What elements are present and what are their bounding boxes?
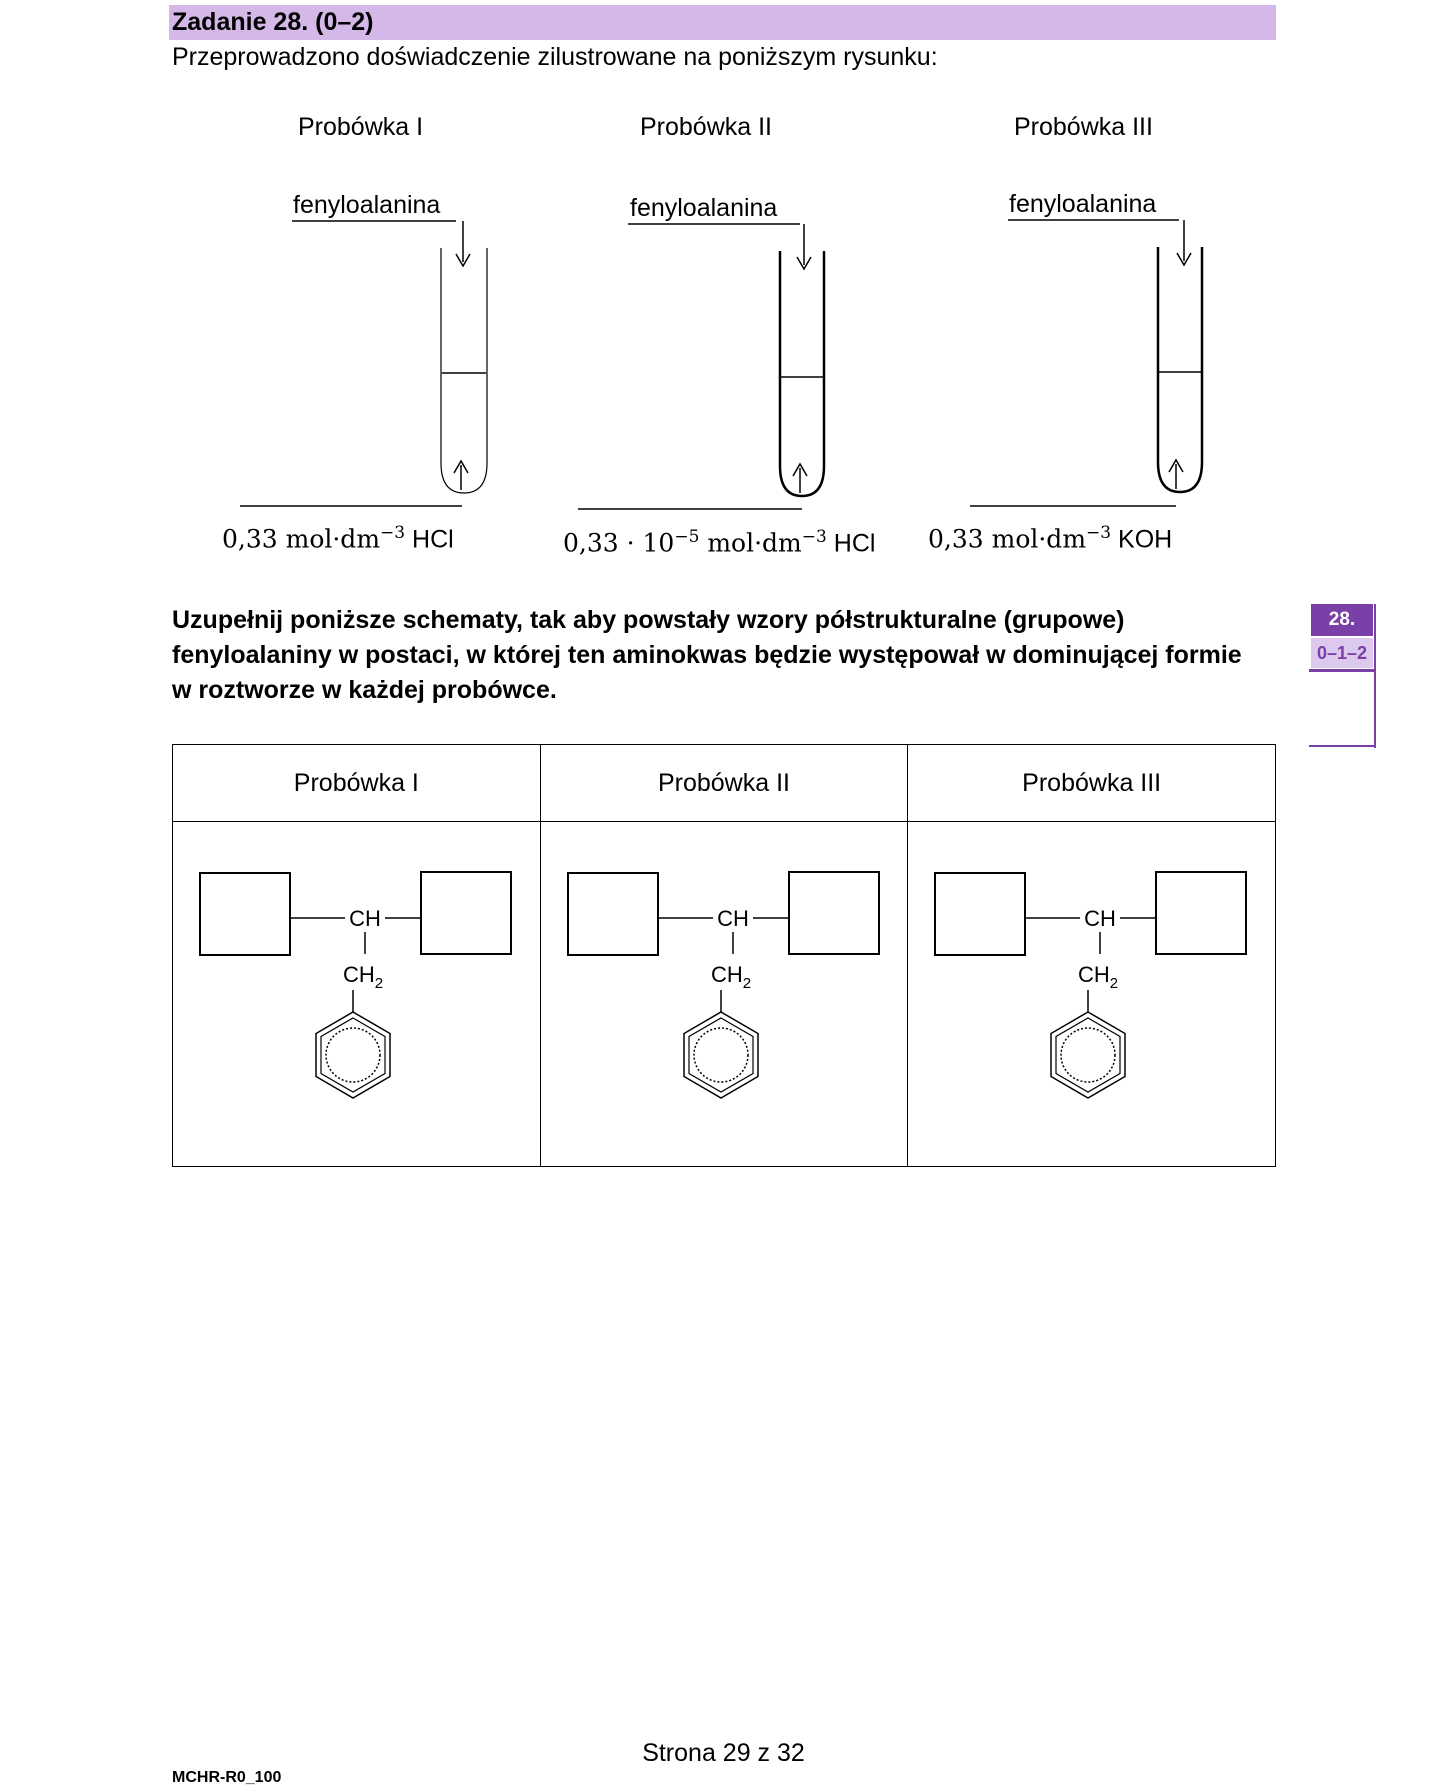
benzene-ring-icon (684, 1012, 758, 1098)
tube-3-title: Probówka III (1014, 113, 1153, 141)
answer-box-left[interactable] (568, 873, 658, 955)
task-title: Zadanie 28. (0–2) (169, 5, 1276, 40)
phenylalanine-scheme-2 (541, 822, 907, 1162)
tube-1-substance-label: fenyloalanina (293, 191, 441, 219)
score-divider (1309, 669, 1375, 672)
ch-label: CH (716, 906, 749, 931)
phenylalanine-scheme-3 (908, 822, 1274, 1162)
ch2-label: $CH_2$ (1078, 962, 1119, 992)
ch2-label: $CH_2$ (343, 962, 384, 992)
tube-1-title: Probówka I (298, 113, 424, 141)
ch-label: CH (349, 906, 381, 931)
exam-code: MCHR-R0_100 (172, 1769, 282, 1786)
tube-3-substance-label: fenyloalanina (1009, 190, 1157, 218)
score-box-border (1374, 604, 1376, 748)
page-number: Strona 29 z 32 (642, 1739, 805, 1767)
tube-2-concentration: $0,33 \cdot 10^{-5}$ $mol\cdot dm^{-3}$ HCl (563, 527, 876, 558)
task-instruction: Uzupełnij poniższe schematy, tak aby powstały wzory półstrukturalne (grupowe) fenyloalaniny w postaci, w której ten aminokwas będzie występował w dominującej formie w roztworze w każdej probówce. (172, 606, 1242, 704)
test-tube-2 (578, 224, 824, 509)
answer-cell-3[interactable] (908, 822, 1276, 1167)
answer-box-right[interactable] (421, 872, 511, 954)
answer-header-2: Probówka II (540, 745, 908, 822)
tube-3-concentration: 0,33 $mol\cdot dm^{-3}$ KOH (928, 523, 1173, 554)
answer-table (172, 744, 1276, 1167)
score-task-number: 28. (1311, 604, 1373, 636)
answer-header-1: Probówka I (173, 745, 541, 822)
phenylalanine-scheme-1 (173, 822, 539, 1162)
score-range: 0–1–2 (1311, 638, 1373, 668)
answer-box-right[interactable] (1156, 872, 1246, 954)
tube-2-substance-label: fenyloalanina (630, 194, 778, 222)
ch2-label: $CH_2$ (710, 962, 751, 992)
answer-cell-2[interactable] (540, 822, 908, 1167)
tube-2-title: Probówka II (640, 113, 773, 141)
tube-1-concentration: 0,33 $mol\cdot dm^{-3}$ HCl (222, 523, 454, 554)
benzene-ring-icon (316, 1012, 390, 1098)
ch-label: CH (1084, 906, 1117, 931)
test-tube-3 (970, 220, 1202, 506)
score-box-bottom (1309, 745, 1376, 747)
experiment-diagram (0, 0, 1447, 580)
test-tube-1 (240, 221, 487, 506)
answer-box-left[interactable] (935, 873, 1025, 955)
answer-cell-1[interactable] (173, 822, 541, 1167)
benzene-ring-icon (1051, 1012, 1125, 1098)
answer-box-left[interactable] (200, 873, 290, 955)
answer-box-right[interactable] (789, 872, 879, 954)
task-intro: Przeprowadzono doświadczenie zilustrowane na poniższym rysunku: (172, 43, 938, 71)
answer-header-3: Probówka III (908, 745, 1276, 822)
